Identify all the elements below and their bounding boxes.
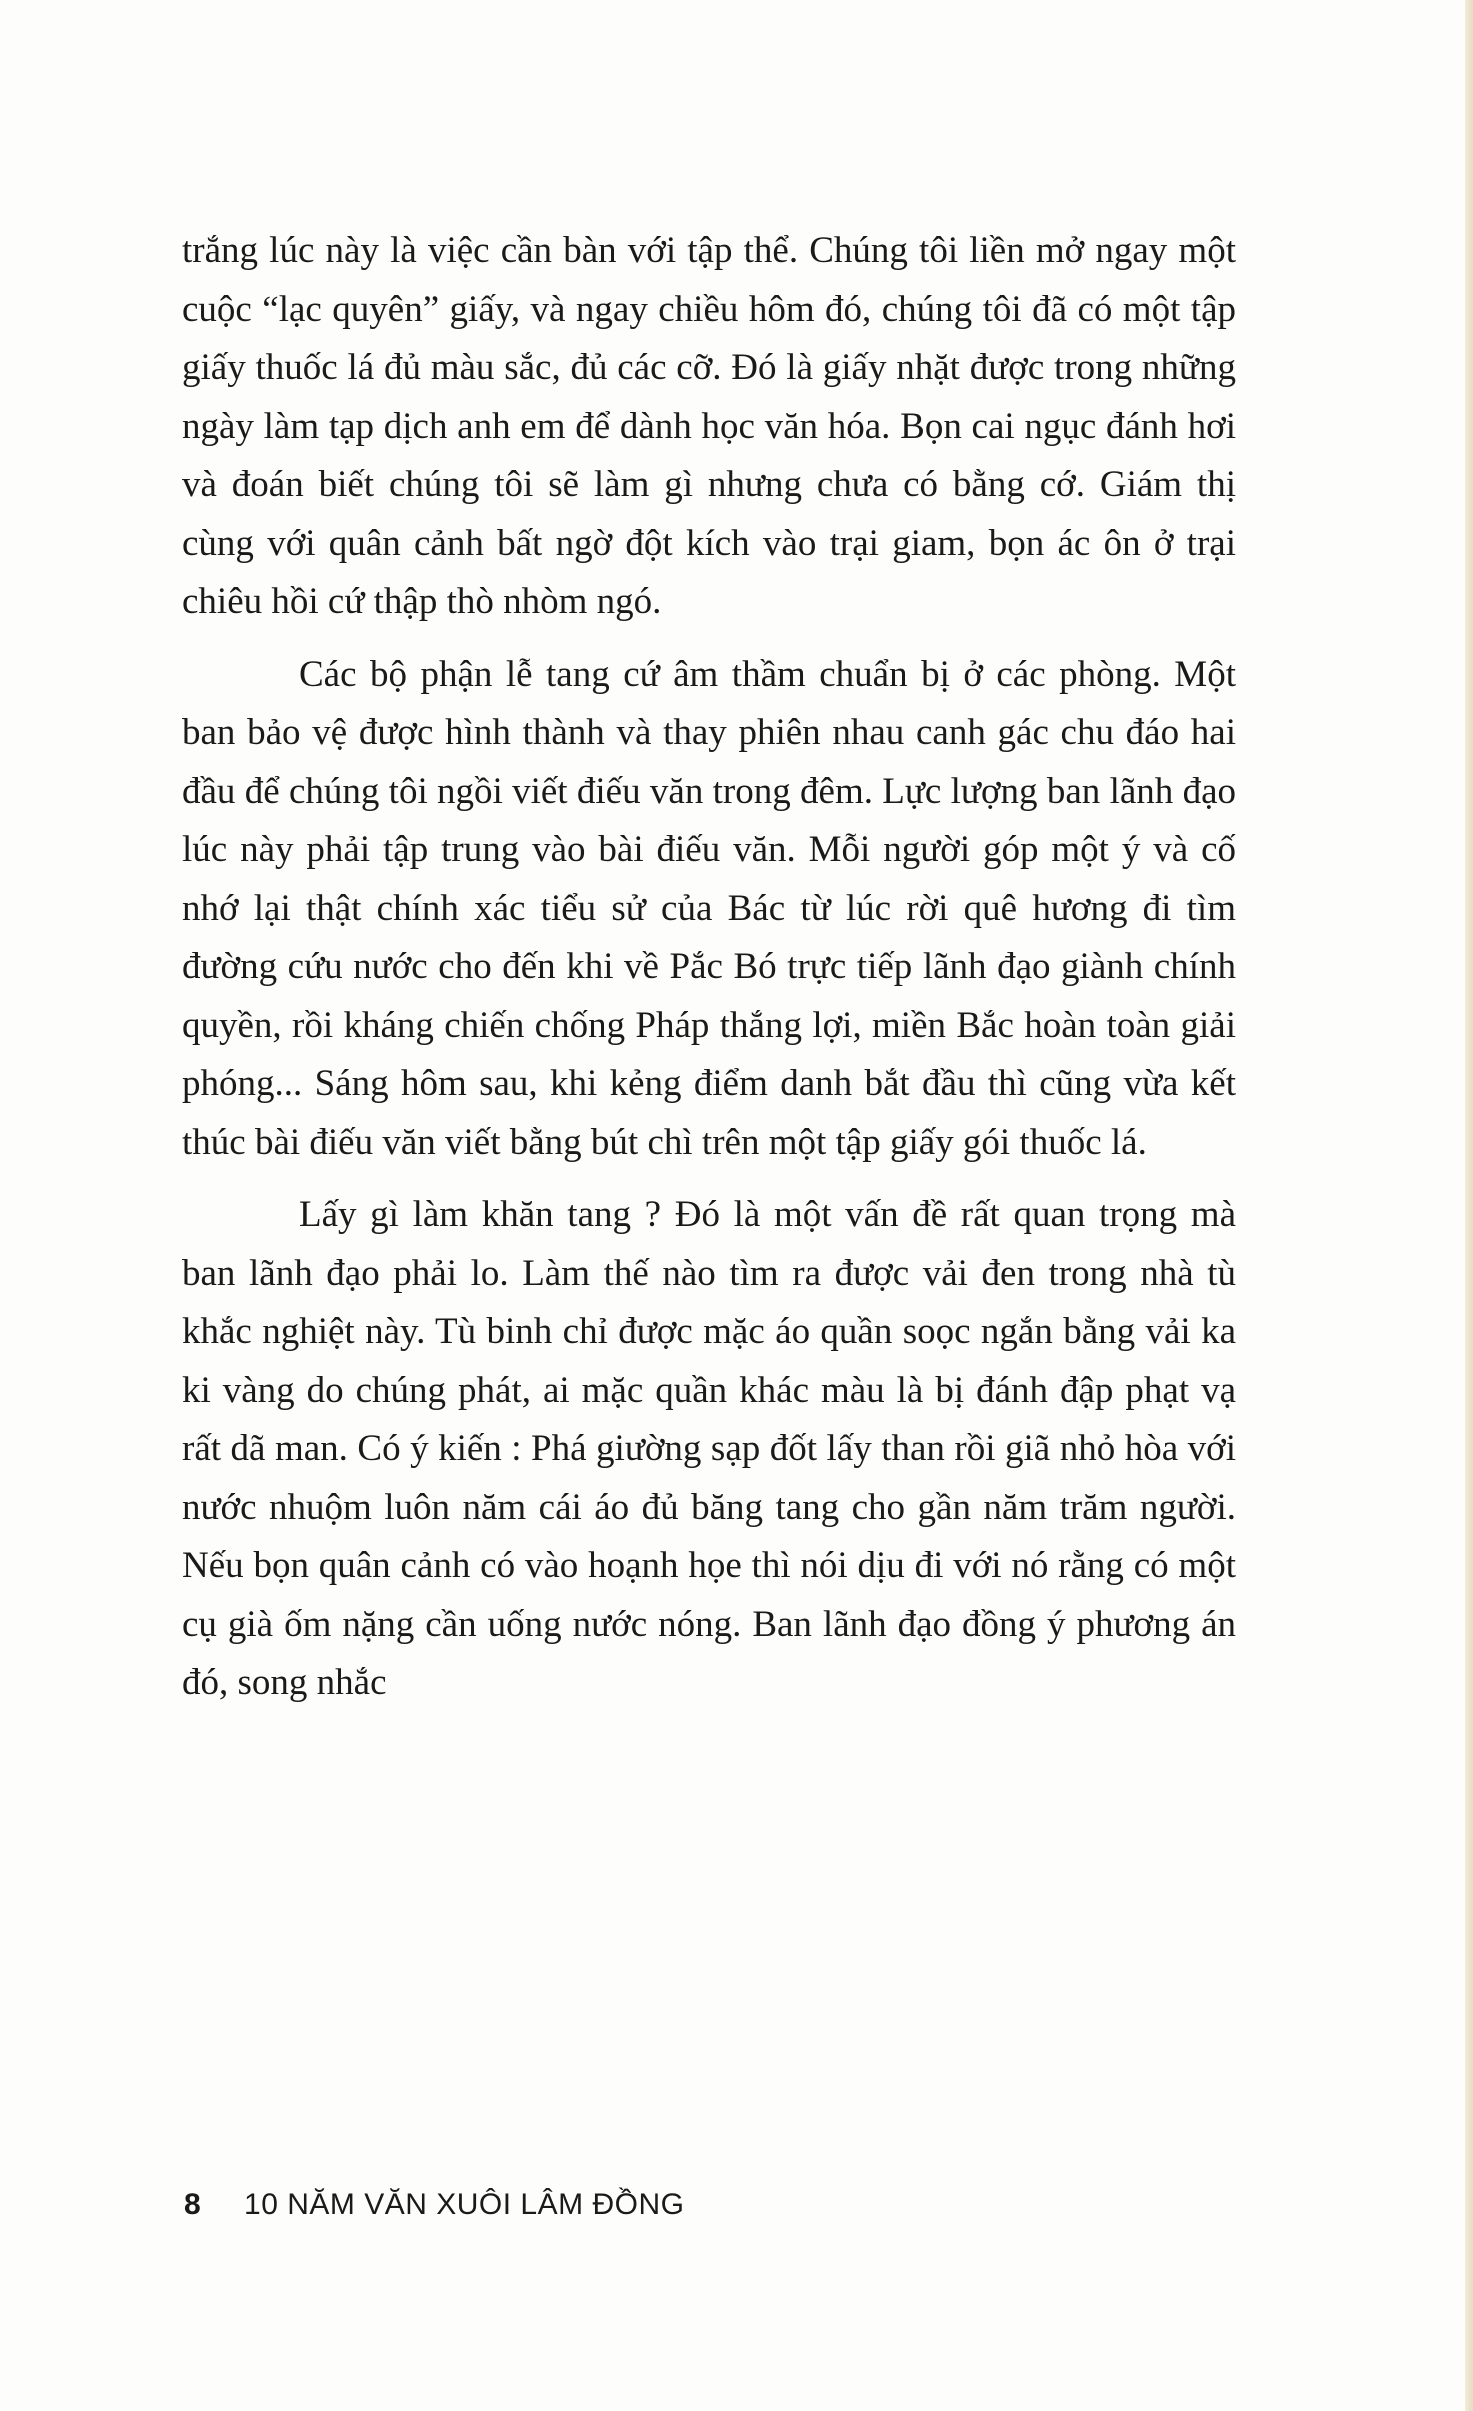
paragraph-3: Lấy gì làm khăn tang ? Đó là một vấn đề rất quan trọng mà ban lãnh đạo phải lo. Làm thế nào tìm ra được vải đen trong nhà tù khắc nghiệt này. Tù binh chỉ được mặc áo quần soọc ngắn bằng vải ka ki vàng do chúng phát, ai mặc quần khác màu là bị đánh đập phạt vạ rất dã man. Có ý kiến : Phá giường sạp đốt lấy than rồi giã nhỏ hòa với nước nhuộm luôn năm cái áo đủ băng tang cho gần năm trăm người. Nếu bọn quân cảnh có vào hoạnh họe thì nói dịu đi với nó rằng có một cụ già ốm nặng cần uống nước nóng. Ban lãnh đạo đồng ý phương án đó, song nhắc: [182, 1194, 1236, 1703]
page-footer: [184, 2188, 684, 2222]
paragraph-1: trắng lúc này là việc cần bàn với tập thể. Chúng tôi liền mở ngay một cuộc “lạc quyên” giấy, và ngay chiều hôm đó, chúng tôi đã có một tập giấy thuốc lá đủ màu sắc, đủ các cỡ. Đó là giấy nhặt được trong những ngày làm tạp dịch anh em để dành học văn hóa. Bọn cai ngục đánh hơi và đoán biết chúng tôi sẽ làm gì nhưng chưa có bằng cớ. Giám thị cùng với quân cảnh bất ngờ đột kích vào trại giam, bọn ác ôn ở trại chiêu hồi cứ thập thò nhòm ngó.: [182, 230, 1236, 622]
paragraph-2: Các bộ phận lễ tang cứ âm thầm chuẩn bị ở các phòng. Một ban bảo vệ được hình thành và thay phiên nhau canh gác chu đáo hai đầu để chúng tôi ngồi viết điếu văn trong đêm. Lực lượng ban lãnh đạo lúc này phải tập trung vào bài điếu văn. Mỗi người góp một ý và cố nhớ lại thật chính xác tiểu sử của Bác từ lúc rời quê hương đi tìm đường cứu nước cho đến khi về Pắc Bó trực tiếp lãnh đạo giành chính quyền, rồi kháng chiến chống Pháp thắng lợi, miền Bắc hoàn toàn giải phóng... Sáng hôm sau, khi kẻng điểm danh bắt đầu thì cũng vừa kết thúc bài điếu văn viết bằng bút chì trên một tập giấy gói thuốc lá.: [182, 653, 1236, 1163]
page-number: 8: [184, 2188, 202, 2221]
body-text: [182, 222, 1236, 1713]
page-edge: [1465, 0, 1473, 2411]
running-title: 10 NĂM VĂN XUÔI LÂM ĐỒNG: [244, 2188, 685, 2221]
